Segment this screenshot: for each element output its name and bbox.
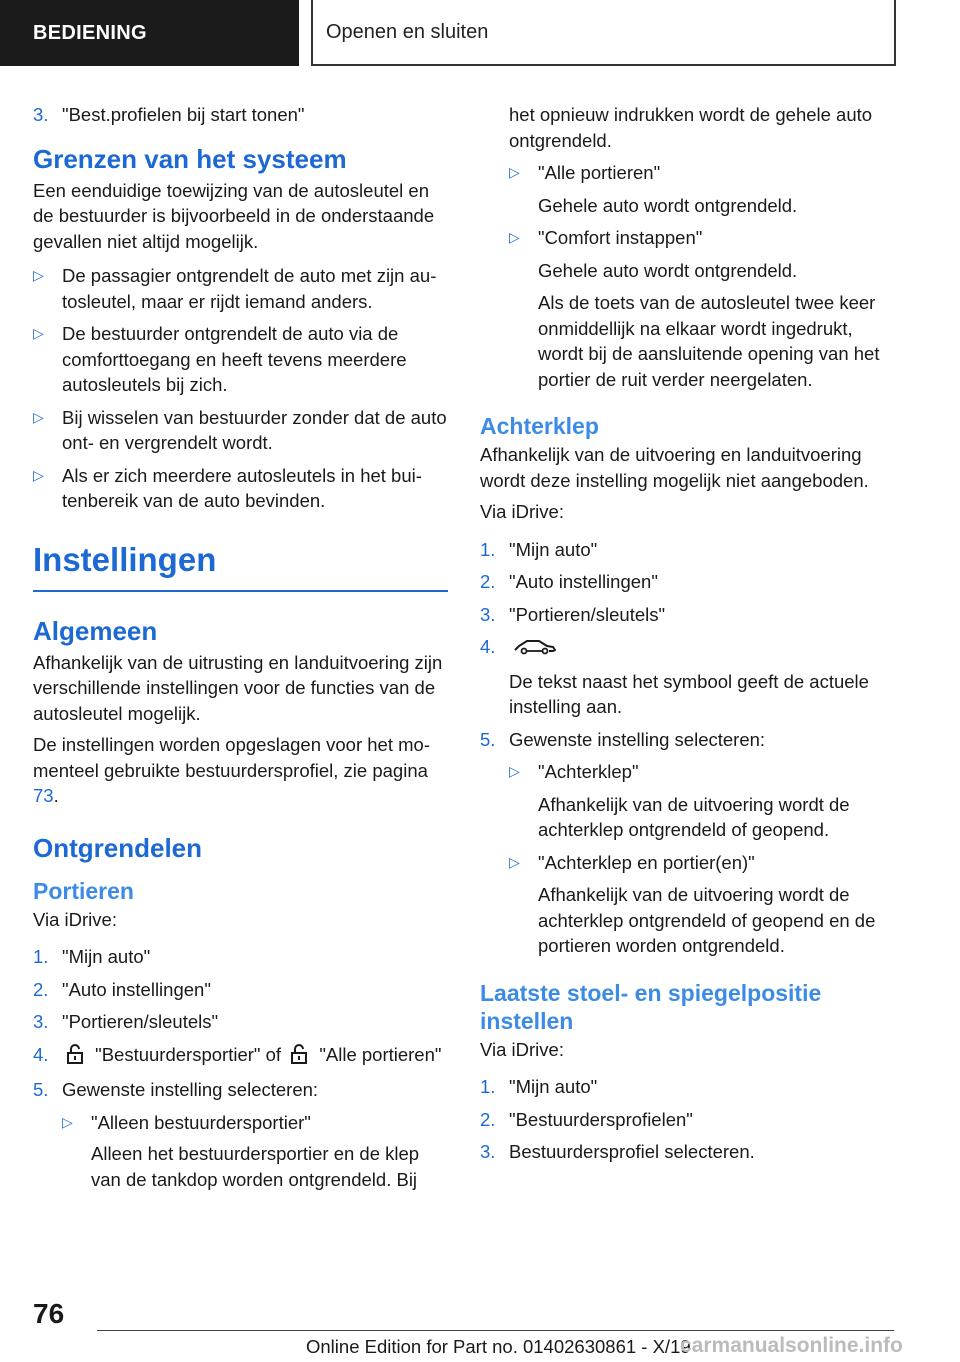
page-link[interactable]: 73 [33, 785, 54, 806]
bullet-item: ▷ "Alle portieren" Gehele auto wordt ontgrendeld. [509, 162, 798, 216]
triangle-bullet-icon: ▷ [509, 229, 520, 245]
page-header-title: Openen en sluiten [311, 0, 896, 66]
bullet-text: De bestuurder ontgrendelt de auto via de comforttoegang en heeft tevens meerdere autosleutels bij zich. [62, 323, 407, 395]
right-column [480, 102, 895, 1172]
bullet-item [33, 321, 448, 398]
list-item: 3. "Portieren/sleutels" [480, 603, 666, 625]
list-item: 1. "Mijn auto" [33, 946, 151, 967]
triangle-bullet-icon: ▷ [509, 763, 520, 779]
list-item: 4. "Bestuurdersportier" of "Alle portieren" [33, 1042, 448, 1071]
section-heading-algemeen: Algemeen [33, 615, 158, 646]
triangle-bullet-icon: ▷ [509, 853, 520, 870]
subsection-heading-portieren: Portieren [33, 877, 134, 904]
subsection-heading-achterklep: Achterklep [480, 413, 599, 439]
unlock-icon [66, 1044, 84, 1071]
section-heading-ontgrendelen: Ontgrendelen [33, 832, 203, 863]
via-idrive: Via iDrive: [480, 501, 564, 522]
footer-divider [97, 1330, 894, 1331]
triangle-bullet-icon: ▷ [509, 164, 520, 180]
list-item: 1. "Mijn auto" [480, 1076, 598, 1097]
section-tab: BEDIENING [0, 0, 299, 66]
triangle-bullet-icon: ▷ [33, 408, 44, 425]
watermark: carmanualsonline.info [680, 1334, 903, 1357]
via-idrive: Via iDrive: [33, 908, 117, 930]
chapter-heading-instellingen: Instellingen [33, 536, 448, 592]
bullet-item [33, 263, 448, 314]
option-list [480, 759, 895, 959]
bullet-text: De passagier ontgrendelt de auto met zijn autosleutel, maar er rijdt iemand anders. [62, 265, 437, 312]
paragraph: het opnieuw indrukken wordt de gehele auto ontgrendeld. [509, 104, 873, 151]
bullet-text: Als er zich meerdere autosleutels in het buitenbereik van de auto bevinden. [62, 464, 422, 511]
bullet-item [33, 463, 448, 514]
section-heading-grenzen: Grenzen van het systeem [33, 143, 347, 174]
paragraph: Afhankelijk van de uitrusting en landuitvoering zijn verschillende instellingen voor de functies van de autosleutel mogelijk. [33, 651, 443, 724]
list-item: 2. "Auto instellingen" [33, 978, 211, 1000]
paragraph-page-reference: De instellingen worden opgeslagen voor het momenteel gebruikte bestuurdersprofiel, zie pagina 73. [33, 734, 430, 806]
step-text: "Best.profielen bij start tonen" [62, 104, 305, 125]
triangle-bullet-icon: ▷ [62, 1113, 73, 1130]
triangle-bullet-icon: ▷ [33, 466, 44, 483]
subsection-heading-laatste-stoel: Laatste stoel- en spiegelpositie instellen [480, 979, 822, 1034]
list-item [33, 102, 448, 128]
car-tailgate-icon [513, 636, 557, 663]
list-item: 2. "Auto instellingen" [480, 571, 658, 592]
list-item: 5. Gewenste instelling selecteren: [33, 1079, 319, 1100]
triangle-bullet-icon: ▷ [33, 325, 44, 341]
via-idrive: Via iDrive: [480, 1038, 564, 1060]
list-item: 5. Gewenste instelling selecteren: [480, 728, 766, 750]
bullet-item: ▷ "Achterklep en portier(en)" Afhankelijk van de uitvoering wordt de achterklep ontgrendeld of geopend en de portieren worden ontgrendeld. [509, 851, 876, 956]
bullet-item: ▷ "Achterklep" Afhankelijk van de uitvoering wordt de achterklep ontgrendeld of geopend. [509, 761, 850, 840]
list-item: 4. De tekst naast het symbool geeft de actuele instelling aan. [480, 636, 869, 717]
bullet-text: Bij wisselen van bestuurder zonder dat de auto ont- en vergrendelt wordt. [62, 406, 447, 453]
option-list [33, 1110, 448, 1193]
footer-edition: Online Edition for Part no. 01402630861 - X/19 [306, 1336, 691, 1357]
triangle-bullet-icon: ▷ [33, 267, 44, 283]
paragraph: Afhankelijk van de uitvoering en landuitvoering wordt deze instelling mogelijk niet aangeboden. [480, 444, 869, 491]
list-item: 2. "Bestuurdersprofielen" [480, 1108, 693, 1130]
left-column [33, 102, 448, 1199]
list-item: 3. "Portieren/sleutels" [33, 1011, 219, 1032]
unlock-icon [290, 1044, 308, 1071]
list-item: 1. "Mijn auto" [480, 538, 598, 560]
list-item: 3. Bestuurdersprofiel selecteren. [480, 1141, 755, 1162]
paragraph: Een eenduidige toewijzing van de autosleutel en de bestuurder is bijvoorbeeld in de onderstaande gevallen niet altijd mogelijk. [33, 179, 435, 252]
step-number: 3. [33, 104, 49, 125]
bullet-item [33, 405, 448, 456]
page-number: 76 [33, 1298, 65, 1329]
bullet-item: ▷ "Alleen bestuurdersportier" Alleen het bestuurdersportier en de klep van de tankdop worden ontgrendeld. Bij [62, 1111, 420, 1190]
bullet-item: ▷ "Comfort instappen" Gehele auto wordt ontgrendeld. Als de toets van de autosleutel twee keer onmiddellijk na elkaar wordt ingedrukt, wordt bij de aansluitende opening van het portier de ruit verder neergelaten. [509, 227, 880, 390]
